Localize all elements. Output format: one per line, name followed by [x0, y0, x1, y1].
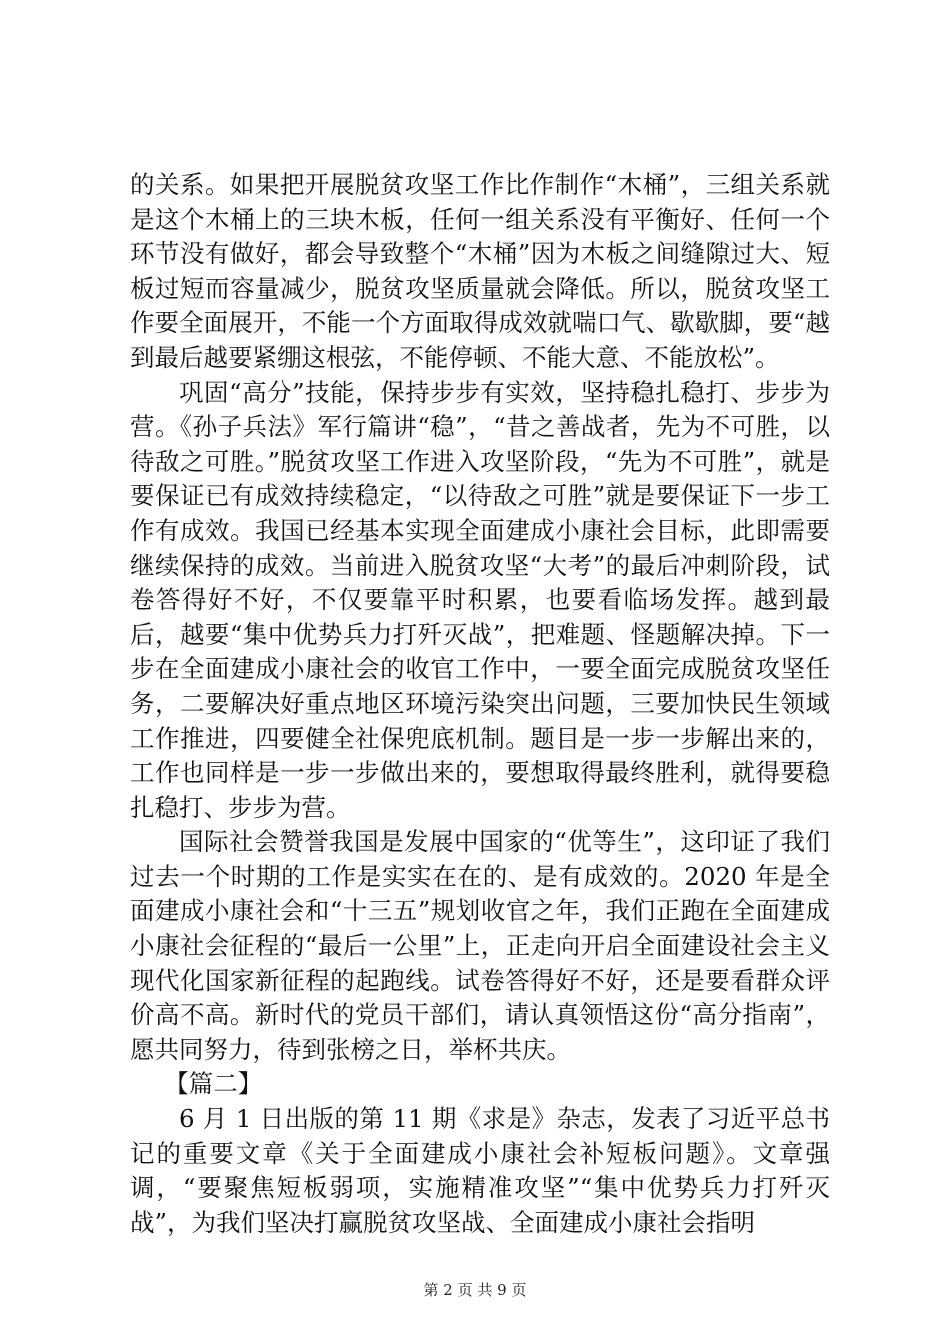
section-heading: 【篇二】 — [164, 1069, 263, 1099]
paragraph-4: 6 月 1 日出版的第 11 期《求是》杂志，发表了习近平总书记的重要文章《关于全面建成小康社会补短板问题》。文章强调，“要聚焦短板弱项，实施精准攻坚”“集中优势兵力打歼灭战”，为我们坚决打赢脱贫攻坚战、全面建成小康社会指明 — [130, 1104, 830, 1237]
paragraph-1: 的关系。如果把开展脱贫攻坚工作比作制作“木桶”，三组关系就是这个木桶上的三块木板，任何一组关系没有平衡好、任何一个环节没有做好，都会导致整个“木桶”因为木板之间缝隙过大、短板过短而容量减少，脱贫攻坚质量就会降低。所以，脱贫攻坚工作要全面展开，不能一个方面取得成效就喘口气、歇歇脚，要“越到最后越要紧绷这根弦，不能停顿、不能大意、不能放松”。 — [130, 170, 830, 372]
page-footer: 第 2 页 共 9 页 — [423, 1281, 527, 1299]
document-body — [130, 168, 830, 1240]
paragraph-3: 国际社会赞誉我国是发展中国家的“优等生”，这印证了我们过去一个时期的工作是实实在在的、是有成效的。2020 年是全面建成小康社会和“十三五”规划收官之年，我们正跑在全面建成小康社会征程的“最后一公里”上，正走向开启全面建设社会主义现代化国家新征程的起跑线。试卷答得好不好，还是要看群众评价高不高。新时代的党员干部们，请认真领悟这份“高分指南”，愿共同努力，待到张榜之日，举杯共庆。 — [130, 827, 830, 1064]
paragraph-2: 巩固“高分”技能，保持步步有实效，坚持稳扎稳打、步步为营。《孙子兵法》军行篇讲“稳”，“昔之善战者，先为不可胜，以待敌之可胜。”脱贫攻坚工作进入攻坚阶段，“先为不可胜”，就是要保证已有成效持续稳定，“以待敌之可胜”就是要保证下一步工作有成效。我国已经基本实现全面建成小康社会目标，此即需要继续保持的成效。当前进入脱贫攻坚“大考”的最后冲刺阶段，试卷答得好不好，不仅要靠平时积累，也要看临场发挥。越到最后，越要“集中优势兵力打歼灭战”，把难题、怪题解决掉。下一步在全面建成小康社会的收官工作中，一要全面完成脱贫攻坚任务，二要解决好重点地区环境污染突出问题，三要加快民生领域工作推进，四要健全社保兜底机制。题目是一步一步解出来的，工作也同样是一步一步做出来的，要想取得最终胜利，就得要稳扎稳打、步步为营。 — [130, 377, 830, 822]
